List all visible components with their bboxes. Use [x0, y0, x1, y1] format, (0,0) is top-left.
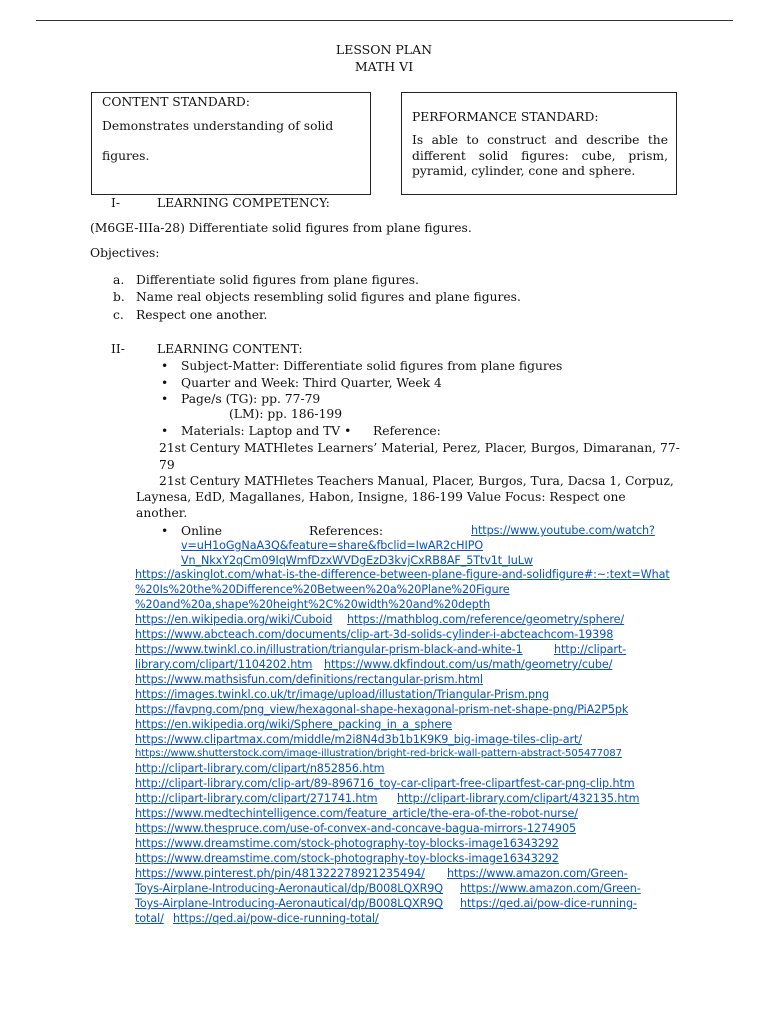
reference-2-line1: 21st Century MATHletes Teachers Manual, Placer, Burgos, Tura, Dacsa 1, Corpuz, — [159, 474, 674, 488]
link-dreamstime-2[interactable]: https://www.dreamstime.com/stock-photography-toy-blocks-image16343292 — [135, 852, 559, 865]
link-amazon-1-line1[interactable]: https://www.amazon.com/Green- — [447, 867, 628, 880]
content-standard-heading: CONTENT STANDARD: — [102, 95, 250, 109]
link-medtech[interactable]: https://www.medtechintelligence.com/feature_article/the-era-of-the-robot-nurse/ — [135, 807, 578, 820]
objective-marker-b: b. — [113, 290, 125, 304]
link-wikipedia-sphere-packing[interactable]: https://en.wikipedia.org/wiki/Sphere_packing_in_a_sphere — [135, 718, 453, 731]
link-abcteach[interactable]: https://www.abcteach.com/documents/clip-art-3d-solids-cylinder-i-abcteachcom-19398 — [135, 628, 614, 641]
reference-1-line1: 21st Century MATHletes Learners’ Material, Perez, Placer, Burgos, Dimaranan, 77- — [159, 441, 680, 455]
link-wikipedia-cuboid[interactable]: https://en.wikipedia.org/wiki/Cuboid — [135, 613, 333, 626]
link-dkfindout-cube[interactable]: https://www.dkfindout.com/us/math/geometry/cube/ — [324, 658, 613, 671]
objective-b: Name real objects resembling solid figures and plane figures. — [136, 290, 521, 304]
link-dreamstime-1[interactable]: https://www.dreamstime.com/stock-photography-toy-blocks-image16343292 — [135, 837, 559, 850]
competency-text: (M6GE-IIIa-28) Differentiate solid figures from plane figures. — [90, 221, 472, 235]
link-youtube-line3[interactable]: Vn_NkxY2qCm09IqWmfDzxWVDgEzD3kvjCxRB8AF_5Ttv1t_IuLw — [181, 554, 533, 567]
link-twinkl-prism[interactable]: https://www.twinkl.co.in/illustration/triangular-prism-black-and-white-1 — [135, 643, 523, 656]
performance-standard-box — [401, 92, 677, 195]
section-2-numeral: II- — [111, 342, 125, 356]
reference-1-line2: 79 — [159, 458, 175, 472]
link-clipart-library-1-line1[interactable]: http://clipart- — [554, 643, 627, 656]
link-askinglot-line3[interactable]: %20and%20a,shape%20height%2C%20width%20and%20depth — [135, 598, 491, 611]
link-shutterstock[interactable]: https://www.shutterstock.com/image-illustration/bright-red-brick-wall-pattern-abstract-505477087 — [135, 748, 622, 759]
link-qed-1-line2[interactable]: total/ — [135, 912, 164, 925]
section-1-numeral: I- — [111, 196, 121, 210]
link-youtube-line1[interactable]: https://www.youtube.com/watch? — [471, 524, 655, 537]
link-amazon-2-line1[interactable]: https://www.amazon.com/Green- — [460, 882, 641, 895]
link-pinterest[interactable]: https://www.pinterest.ph/pin/481322278921235494/ — [135, 867, 425, 880]
reference-2-line3: another. — [136, 506, 188, 520]
link-clipart-library-4[interactable]: http://clipart-library.com/clipart/432135.htm — [397, 792, 640, 805]
link-qed-1-line1[interactable]: https://qed.ai/pow-dice-running- — [460, 897, 637, 910]
link-clipart-library-3[interactable]: http://clipart-library.com/clipart/271741.htm — [135, 792, 378, 805]
content-standard-box — [91, 92, 371, 195]
objective-a: Differentiate solid figures from plane figures. — [136, 273, 419, 287]
link-askinglot-line2[interactable]: %20Is%20the%20Difference%20Between%20a%20Plane%20Figure — [135, 583, 510, 596]
link-mathblog-sphere[interactable]: https://mathblog.com/reference/geometry/sphere/ — [347, 613, 625, 626]
subject-matter-item: • Subject-Matter: Differentiate solid figures from plane figures — [181, 359, 562, 373]
top-rule — [36, 20, 733, 21]
performance-standard-heading: PERFORMANCE STANDARD: — [412, 110, 599, 124]
content-standard-line2: figures. — [102, 149, 150, 163]
link-thespruce[interactable]: https://www.thespruce.com/use-of-convex-and-concave-bagua-mirrors-1274905 — [135, 822, 576, 835]
references-label: References: — [309, 524, 384, 538]
section-1-heading: LEARNING COMPETENCY: — [157, 196, 330, 210]
performance-standard-text: Is able to construct and describe the different solid figures: cube, prism, pyramid, cylinder, cone and sphere. — [412, 133, 668, 178]
reference-label: Reference: — [373, 424, 441, 438]
online-label: • Online — [181, 524, 222, 538]
link-qed-2[interactable]: https://qed.ai/pow-dice-running-total/ — [173, 912, 379, 925]
objective-marker-c: c. — [113, 308, 124, 322]
link-youtube-line2[interactable]: v=uH1oGgNaA3Q&feature=share&fbclid=IwAR2cHIPO — [181, 539, 484, 552]
objectives-label: Objectives: — [90, 246, 160, 260]
link-amazon-2-line2[interactable]: Toys-Airplane-Introducing-Aeronautical/dp/B008LQXR9Q — [135, 897, 444, 910]
link-twinkl-image[interactable]: https://images.twinkl.co.uk/tr/image/upload/illustation/Triangular-Prism.png — [135, 688, 549, 701]
reference-2-line2: Laynesa, EdD, Magallanes, Habon, Insigne, 186-199 Value Focus: Respect one — [136, 490, 626, 504]
link-clipart-library-2[interactable]: http://clipart-library.com/clipart/n852856.htm — [135, 762, 385, 775]
link-amazon-1-line2[interactable]: Toys-Airplane-Introducing-Aeronautical/dp/B008LQXR9Q — [135, 882, 444, 895]
link-clipart-library-toy-car[interactable]: http://clipart-library.com/clip-art/89-896716_toy-car-clipart-free-clipartfest-car-png-clip.htm — [135, 777, 635, 790]
link-mathsisfun[interactable]: https://www.mathsisfun.com/definitions/rectangular-prism.html — [135, 673, 483, 686]
link-clipartmax[interactable]: https://www.clipartmax.com/middle/m2i8N4d3b1b1K9K9_big-image-tiles-clip-art/ — [135, 733, 582, 746]
link-askinglot-line1[interactable]: https://askinglot.com/what-is-the-difference-between-plane-figure-and-solidfigure#:~:text=What — [135, 568, 670, 581]
pages-lm-item: (LM): pp. 186-199 — [229, 407, 343, 421]
link-clipart-library-1-line2[interactable]: library.com/clipart/1104202.htm — [135, 658, 313, 671]
materials-item: • Materials: Laptop and TV • — [181, 424, 351, 438]
section-2-heading: LEARNING CONTENT: — [157, 342, 303, 356]
link-favpng[interactable]: https://favpng.com/png_view/hexagonal-shape-hexagonal-prism-net-shape-png/PiA2P5pk — [135, 703, 629, 716]
content-standard-line1: Demonstrates understanding of solid — [102, 119, 334, 133]
objective-c: Respect one another. — [136, 308, 268, 322]
pages-tg-item: • Page/s (TG): pp. 77-79 — [181, 392, 320, 406]
objective-marker-a: a. — [113, 273, 125, 287]
page-subtitle: MATH VI — [354, 59, 414, 74]
quarter-item: • Quarter and Week: Third Quarter, Week 4 — [181, 376, 442, 390]
page-title: LESSON PLAN — [335, 42, 433, 57]
